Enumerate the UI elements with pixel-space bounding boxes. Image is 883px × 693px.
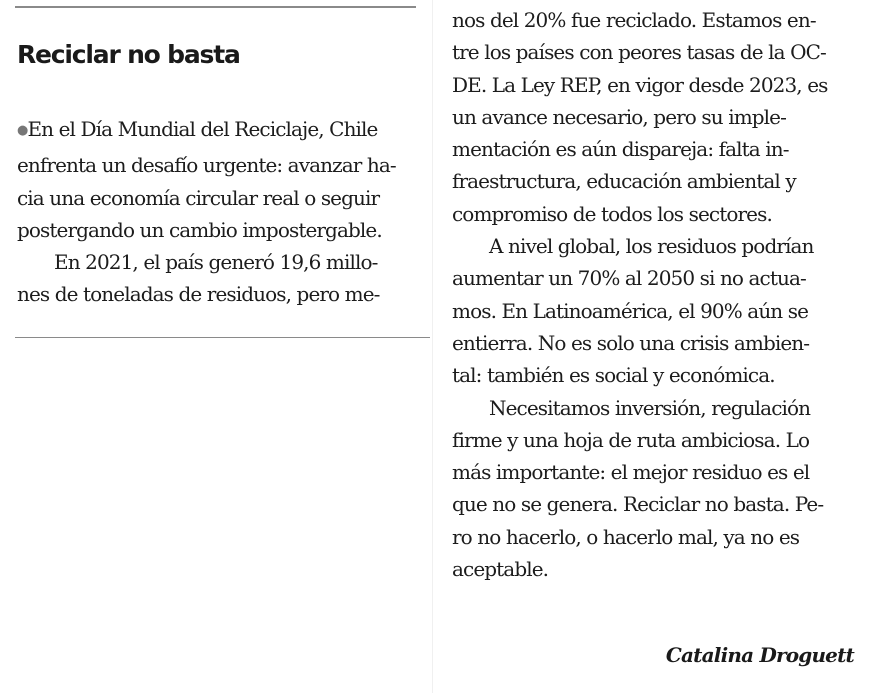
text-line: tre los países con peores tasas de la OC- xyxy=(452,40,826,65)
text-line: nes de toneladas de residuos, pero me- xyxy=(17,282,380,307)
text-line: firme y una hoja de ruta ambiciosa. Lo xyxy=(452,427,810,452)
column-divider xyxy=(432,0,433,693)
text-line: un avance necesario, pero su imple- xyxy=(452,104,786,129)
text-line: compromiso de todos los sectores. xyxy=(452,201,772,226)
text-line: que no se genera. Reciclar no basta. Pe- xyxy=(452,492,824,517)
text-line: aumentar un 70% al 2050 si no actua- xyxy=(452,266,806,291)
text-line: A nivel global, los residuos podrían xyxy=(489,234,814,259)
text-line: Necesitamos inversión, regulación xyxy=(489,395,811,420)
text-line: En 2021, el país generó 19,6 millo- xyxy=(54,250,378,275)
article-title: Reciclar no basta xyxy=(17,40,240,69)
text-line: aceptable. xyxy=(452,557,549,582)
text-line: entierra. No es solo una crisis ambien- xyxy=(452,330,810,355)
text-line: nos del 20% fue reciclado. Estamos en- xyxy=(452,8,816,32)
text-line: enfrenta un desafío urgente: avanzar ha- xyxy=(17,153,396,178)
text-line: mos. En Latinoamérica, el 90% aún se xyxy=(452,298,809,323)
top-rule xyxy=(15,6,416,8)
bottom-rule xyxy=(15,337,430,338)
text-line: ro no hacerlo, o hacerlo mal, ya no es xyxy=(452,524,800,549)
text-line: cia una economía circular real o seguir xyxy=(17,185,380,210)
text-line: mentación es aún dispareja: falta in- xyxy=(452,137,789,162)
text-line: ●En el Día Mundial del Reciclaje, Chile xyxy=(17,117,378,141)
left-column xyxy=(17,113,415,311)
bullet-icon: ● xyxy=(17,123,28,138)
text-line: fraestructura, educación ambiental y xyxy=(452,169,796,194)
text-line: postergando un cambio impostergable. xyxy=(17,217,382,242)
text-line: tal: también es social y económica. xyxy=(452,363,775,388)
right-column xyxy=(452,4,862,585)
text-line: más importante: el mejor residuo es el xyxy=(452,460,810,485)
author-signature: Catalina Droguett xyxy=(665,643,854,667)
text-line: DE. La Ley REP, en vigor desde 2023, es xyxy=(452,72,828,97)
